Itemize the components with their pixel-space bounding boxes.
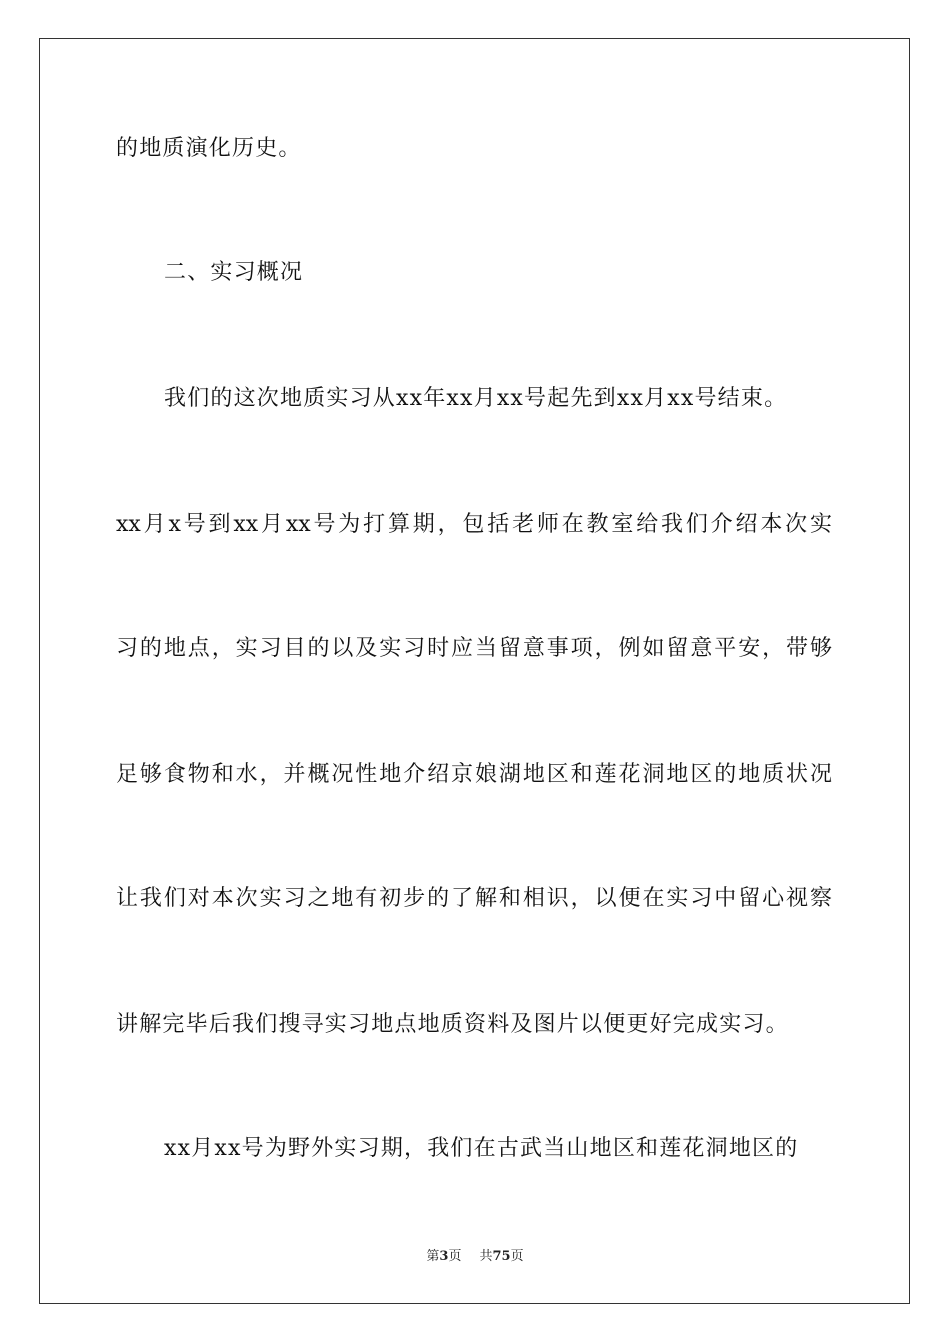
page-frame [39,38,910,1304]
footer-page-number: 3 [439,1249,449,1264]
text-line-3: 我们的这次地质实习从xx年xx月xx号起先到xx月xx号结束。 [164,386,788,411]
text-line-7: 让我们对本次实习之地有初步的了解和相识，以便在实习中留心视察 [116,886,832,911]
text-line-1: 的地质演化历史。 [116,136,302,161]
text-line-9: xx月xx号为野外实习期，我们在古武当山地区和莲花洞地区的 [164,1136,799,1161]
text-line-8: 讲解完毕后我们搜寻实习地点地质资料及图片以便更好完成实习。 [116,1012,789,1037]
text-line-4: xx月x号到xx月xx号为打算期，包括老师在教室给我们介绍本次实 [116,512,832,537]
section-heading: 二、实习概况 [164,260,304,285]
footer-page-prefix: 第 [426,1249,440,1264]
footer-total-pages: 75 [492,1249,511,1264]
text-line-6: 足够食物和水，并概况性地介绍京娘湖地区和莲花洞地区的地质状况 [116,762,832,787]
footer-page-suffix: 页 [448,1249,462,1264]
text-line-5: 习的地点，实习目的以及实习时应当留意事项，例如留意平安，带够 [116,636,832,661]
footer-total-prefix: 共 [479,1249,493,1264]
footer-total-suffix: 页 [510,1249,524,1264]
page-footer [0,1248,950,1266]
